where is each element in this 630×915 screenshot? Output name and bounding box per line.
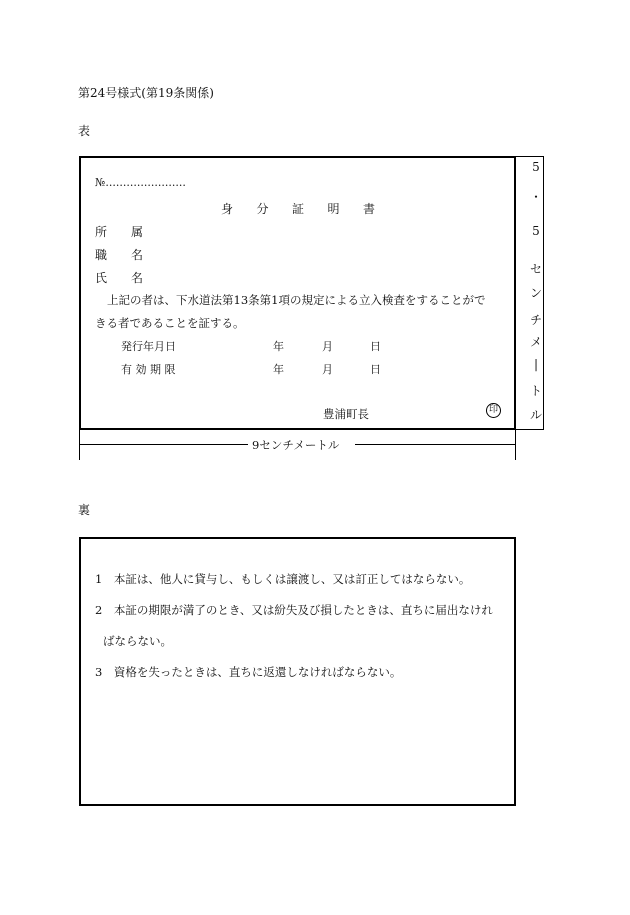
back-rule-3: 3 資格を失ったときは、直ちに返還しなければならない。 bbox=[95, 665, 402, 679]
expiry-day-label: 日 bbox=[370, 363, 381, 376]
issue-date-label: 発行年月日 bbox=[121, 340, 176, 353]
height-label-char: ト bbox=[529, 384, 542, 398]
issue-month-label: 月 bbox=[322, 340, 333, 353]
seal-mark: 印 bbox=[486, 403, 501, 418]
form-header: 第24号様式(第19条関係) bbox=[78, 86, 214, 100]
issuer-name: 豊浦町長 bbox=[323, 407, 369, 421]
number-field: №....................... bbox=[95, 176, 186, 189]
dimension-tick-left bbox=[79, 430, 80, 460]
field-label-char: 所 bbox=[95, 225, 108, 239]
issue-day-label: 日 bbox=[370, 340, 381, 353]
width-label: 9センチメートル bbox=[252, 438, 340, 452]
dimension-line-left bbox=[80, 444, 248, 445]
card-title bbox=[221, 200, 375, 217]
title-char: 身 bbox=[221, 202, 234, 216]
title-char: 明 bbox=[327, 202, 340, 216]
back-rule-1: 1 本証は、他人に貸与し、もしくは譲渡し、又は訂正してはならない。 bbox=[95, 572, 471, 586]
height-label-char: ン bbox=[529, 286, 542, 300]
front-card bbox=[79, 156, 516, 430]
field-position bbox=[95, 246, 143, 263]
height-label-char: 5 bbox=[532, 224, 540, 238]
height-label-char: メ bbox=[529, 335, 542, 349]
field-label-char: 職 bbox=[95, 248, 108, 262]
height-label-char: ・ bbox=[529, 190, 542, 204]
height-label-char: 5 bbox=[532, 160, 540, 174]
back-rule-2-continued: ばならない。 bbox=[103, 634, 172, 648]
statement-line-2: きる者であることを証する。 bbox=[95, 316, 245, 330]
field-label-char: 名 bbox=[130, 248, 143, 262]
field-label-char: 属 bbox=[130, 225, 143, 239]
dimension-line-right bbox=[355, 444, 515, 445]
expiry-year-label: 年 bbox=[273, 363, 284, 376]
back-rule-2: 2 本証の期限が満了のとき、又は紛失及び損したときは、直ちに届出なけれ bbox=[95, 603, 493, 617]
height-label-char: セ bbox=[529, 262, 542, 276]
dimension-tick-bottom bbox=[516, 429, 544, 430]
height-label-char: ル bbox=[529, 408, 542, 422]
field-name bbox=[95, 269, 143, 286]
field-affiliation bbox=[95, 223, 143, 240]
dimension-tick-top bbox=[516, 156, 544, 157]
front-heading: 表 bbox=[78, 124, 91, 138]
back-heading: 裏 bbox=[78, 503, 91, 517]
title-char: 書 bbox=[362, 202, 375, 216]
expiry-label: 有 効 期 限 bbox=[121, 363, 176, 376]
height-label-char: | bbox=[533, 357, 539, 371]
statement-line-1: 上記の者は、下水道法第13条第1項の規定による立入検査をすることがで bbox=[107, 293, 486, 307]
expiry-month-label: 月 bbox=[322, 363, 333, 376]
field-label-char: 氏 bbox=[95, 271, 108, 285]
issue-year-label: 年 bbox=[273, 340, 284, 353]
title-char: 証 bbox=[291, 202, 304, 216]
title-char: 分 bbox=[256, 202, 269, 216]
field-label-char: 名 bbox=[130, 271, 143, 285]
height-label-char: チ bbox=[529, 313, 542, 327]
dimension-tick-right bbox=[515, 430, 516, 460]
back-card bbox=[79, 537, 516, 806]
